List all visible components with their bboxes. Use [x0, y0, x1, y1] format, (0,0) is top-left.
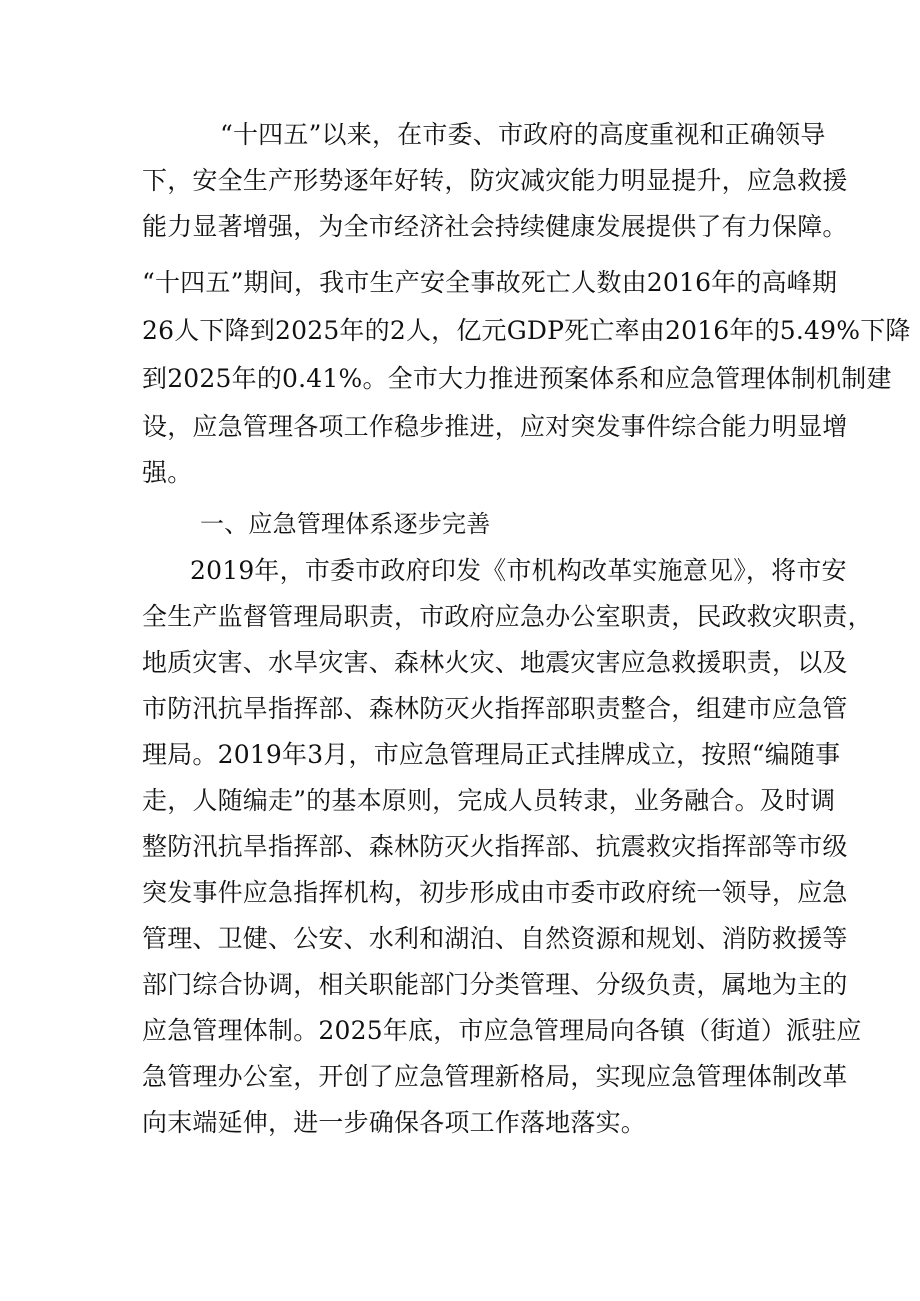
section-line-7: 整防汛抗旱指挥部、森林防灭火指挥部、抗震救灾指挥部等市级	[142, 832, 848, 861]
intro-line-2: 下，安全生产形势逐年好转，防灾减灾能力明显提升，应急救援	[142, 166, 848, 195]
section-line-11: 应急管理体制。2025年底，市应急管理局向各镇（街道）派驻应	[142, 1016, 862, 1045]
intro-line-3: 能力显著增强，为全市经济社会持续健康发展提供了有力保障。	[142, 212, 848, 241]
section-line-5: 理局。2019年3月，市应急管理局正式挂牌成立，按照“编随事	[142, 740, 841, 769]
intro-line-6: 到2025年的0.41%。全市大力推进预案体系和应急管理体制机制建	[142, 364, 892, 393]
section-line-10: 部门综合协调，相关职能部门分类管理、分级负责，属地为主的	[142, 970, 848, 999]
intro-line-7: 设，应急管理各项工作稳步推进，应对突发事件综合能力明显增	[142, 412, 848, 441]
section-line-6: 走，人随编走”的基本原则，完成人员转隶，业务融合。及时调	[142, 786, 836, 815]
intro-line-1: “十四五”以来，在市委、市政府的高度重视和正确领导	[220, 120, 826, 149]
section-line-1: 2019年，市委市政府印发《市机构改革实施意见》，将市安	[190, 556, 847, 585]
section-line-8: 突发事件应急指挥机构，初步形成由市委市政府统一领导，应急	[142, 878, 848, 907]
section-line-9: 管理、卫健、公安、水利和湖泊、自然资源和规划、消防救援等	[142, 924, 848, 953]
intro-line-5: 26人下降到2025年的2人，亿元GDP死亡率由2016年的5.49%下降	[142, 316, 911, 345]
section-line-4: 市防汛抗旱指挥部、森林防灭火指挥部职责整合，组建市应急管	[142, 694, 848, 723]
section-line-2: 全生产监督管理局职责，市政府应急办公室职责，民政救灾职责，	[142, 602, 873, 631]
intro-line-4: “十四五”期间，我市生产安全事故死亡人数由2016年的高峰期	[142, 268, 838, 297]
section-line-12: 急管理办公室，开创了应急管理新格局，实现应急管理体制改革	[142, 1062, 848, 1091]
section-line-13: 向末端延伸，进一步确保各项工作落地落实。	[142, 1108, 647, 1137]
intro-line-8: 强。	[142, 458, 193, 487]
section-heading: 一、应急管理体系逐步完善	[200, 510, 491, 538]
section-line-3: 地质灾害、水旱灾害、森林火灾、地震灾害应急救援职责，以及	[142, 648, 848, 677]
